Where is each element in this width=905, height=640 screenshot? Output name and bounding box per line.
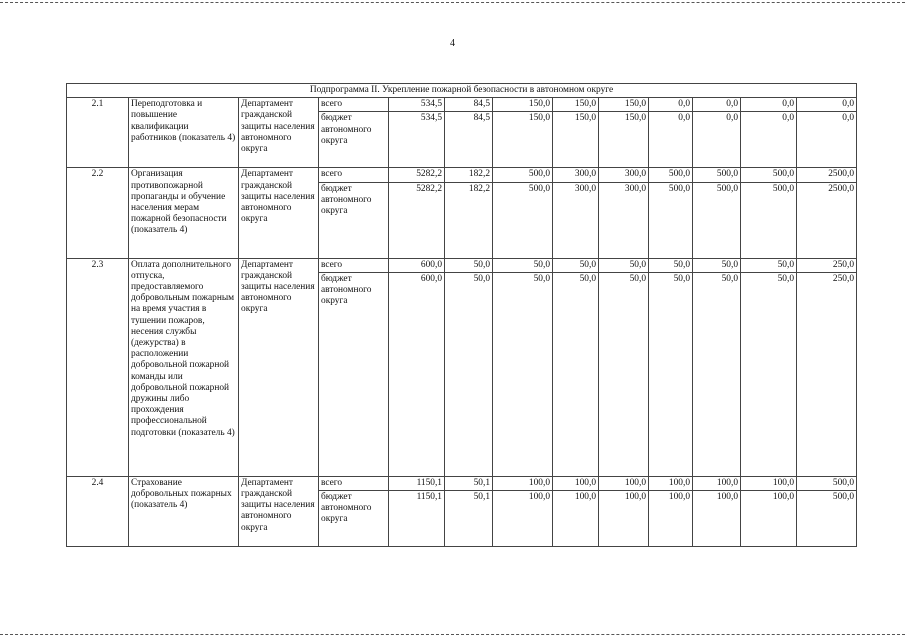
amount-cell: 300,0	[553, 182, 599, 258]
item-number: 2.2	[67, 168, 129, 258]
table-row-total	[67, 168, 857, 182]
amount-cell: 100,0	[693, 476, 741, 490]
amount-cell: 2500,0	[797, 168, 857, 182]
subprogram-header-row	[67, 84, 857, 98]
amount-cell: 250,0	[797, 258, 857, 272]
executor-name: Департамент гражданской защиты населения автономного округа	[239, 476, 319, 546]
amount-cell: 600,0	[389, 258, 445, 272]
amount-cell: 100,0	[553, 476, 599, 490]
amount-cell: 0,0	[741, 112, 797, 168]
amount-cell: 150,0	[553, 98, 599, 112]
amount-cell: 500,0	[797, 476, 857, 490]
amount-cell: 534,5	[389, 112, 445, 168]
table-row-total	[67, 98, 857, 112]
amount-cell: 0,0	[649, 98, 693, 112]
measure-name: Организация противопожарной пропаганды и обучение населения мерам пожарной безопасности (показатель 4)	[129, 168, 239, 258]
funding-source: бюджет автономного округа	[319, 491, 389, 547]
amount-cell: 100,0	[599, 476, 649, 490]
amount-cell: 50,1	[445, 491, 493, 547]
amount-cell: 1150,1	[389, 491, 445, 547]
amount-cell: 500,0	[649, 168, 693, 182]
amount-cell: 182,2	[445, 182, 493, 258]
amount-cell: 0,0	[693, 98, 741, 112]
amount-cell: 500,0	[493, 182, 553, 258]
funding-source: бюджет автономного округа	[319, 112, 389, 168]
amount-cell: 600,0	[389, 272, 445, 476]
amount-cell: 0,0	[649, 112, 693, 168]
executor-name: Департамент гражданской защиты населения автономного округа	[239, 98, 319, 168]
amount-cell: 50,0	[693, 272, 741, 476]
amount-cell: 500,0	[741, 168, 797, 182]
amount-cell: 50,0	[741, 272, 797, 476]
amount-cell: 100,0	[553, 491, 599, 547]
amount-cell: 100,0	[649, 476, 693, 490]
amount-cell: 100,0	[741, 476, 797, 490]
subprogram-title: Подпрограмма II. Укрепление пожарной безопасности в автономном округе	[67, 84, 857, 98]
amount-cell: 50,0	[649, 272, 693, 476]
item-number: 2.3	[67, 258, 129, 476]
executor-name: Департамент гражданской защиты населения автономного округа	[239, 168, 319, 258]
program-table	[66, 83, 857, 547]
amount-cell: 50,0	[493, 258, 553, 272]
amount-cell: 250,0	[797, 272, 857, 476]
measure-name: Переподготовка и повышение квалификации работников (показатель 4)	[129, 98, 239, 168]
amount-cell: 50,0	[553, 258, 599, 272]
amount-cell: 150,0	[553, 112, 599, 168]
table-row-total	[67, 258, 857, 272]
amount-cell: 150,0	[493, 98, 553, 112]
amount-cell: 100,0	[693, 491, 741, 547]
funding-source: бюджет автономного округа	[319, 272, 389, 476]
amount-cell: 50,0	[445, 272, 493, 476]
amount-cell: 5282,2	[389, 182, 445, 258]
amount-cell: 0,0	[797, 98, 857, 112]
amount-cell: 2500,0	[797, 182, 857, 258]
amount-cell: 500,0	[493, 168, 553, 182]
amount-cell: 500,0	[649, 182, 693, 258]
amount-cell: 50,0	[741, 258, 797, 272]
amount-cell: 150,0	[599, 98, 649, 112]
amount-cell: 50,0	[493, 272, 553, 476]
amount-cell: 50,0	[553, 272, 599, 476]
funding-source: всего	[319, 258, 389, 272]
amount-cell: 150,0	[493, 112, 553, 168]
scan-edge-top	[0, 2, 905, 3]
item-number: 2.4	[67, 476, 129, 546]
amount-cell: 0,0	[741, 98, 797, 112]
amount-cell: 500,0	[693, 168, 741, 182]
amount-cell: 150,0	[599, 112, 649, 168]
amount-cell: 500,0	[693, 182, 741, 258]
amount-cell: 300,0	[599, 168, 649, 182]
funding-source: всего	[319, 168, 389, 182]
amount-cell: 5282,2	[389, 168, 445, 182]
amount-cell: 50,0	[649, 258, 693, 272]
amount-cell: 300,0	[599, 182, 649, 258]
table-row-total	[67, 476, 857, 490]
amount-cell: 100,0	[741, 491, 797, 547]
executor-name: Департамент гражданской защиты населения автономного округа	[239, 258, 319, 476]
measure-name: Оплата дополнительного отпуска, предоставляемого добровольным пожарным на время участия в тушении пожаров, несения службы (дежурства) в расположении добровольной пожарной команды или добровольной пожарной дружины либо прохождения профессиональной подготовки (показатель 4)	[129, 258, 239, 476]
amount-cell: 100,0	[649, 491, 693, 547]
scan-edge-bottom	[0, 634, 905, 635]
amount-cell: 300,0	[553, 168, 599, 182]
amount-cell: 50,0	[445, 258, 493, 272]
amount-cell: 0,0	[797, 112, 857, 168]
amount-cell: 100,0	[493, 491, 553, 547]
amount-cell: 100,0	[599, 491, 649, 547]
amount-cell: 0,0	[693, 112, 741, 168]
measure-name: Страхование добровольных пожарных (показатель 4)	[129, 476, 239, 546]
amount-cell: 50,1	[445, 476, 493, 490]
amount-cell: 100,0	[493, 476, 553, 490]
amount-cell: 182,2	[445, 168, 493, 182]
amount-cell: 50,0	[599, 258, 649, 272]
amount-cell: 500,0	[797, 491, 857, 547]
amount-cell: 84,5	[445, 112, 493, 168]
amount-cell: 50,0	[599, 272, 649, 476]
funding-source: бюджет автономного округа	[319, 182, 389, 258]
funding-source: всего	[319, 98, 389, 112]
amount-cell: 1150,1	[389, 476, 445, 490]
amount-cell: 50,0	[693, 258, 741, 272]
amount-cell: 500,0	[741, 182, 797, 258]
amount-cell: 84,5	[445, 98, 493, 112]
amount-cell: 534,5	[389, 98, 445, 112]
item-number: 2.1	[67, 98, 129, 168]
funding-source: всего	[319, 476, 389, 490]
page-number: 4	[450, 38, 455, 49]
